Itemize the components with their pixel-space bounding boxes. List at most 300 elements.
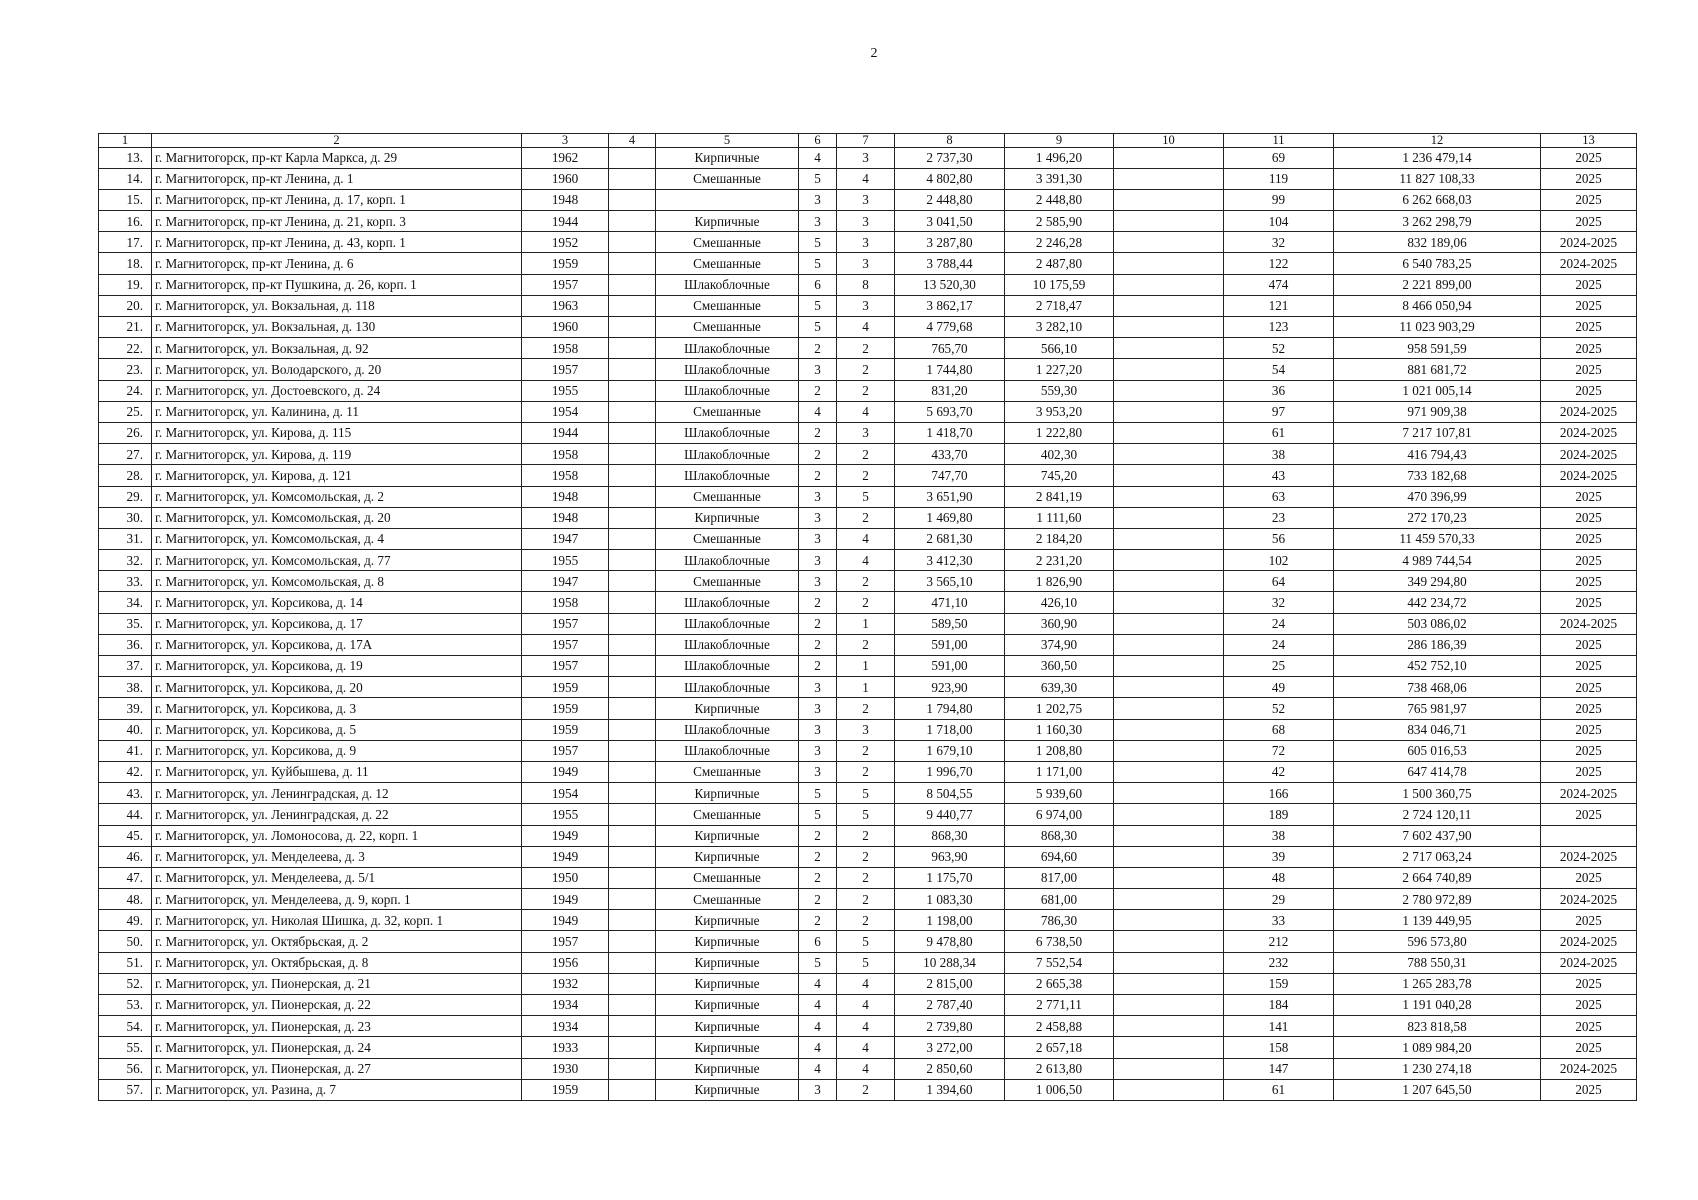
table-cell	[1114, 761, 1224, 782]
table-cell: 43	[1224, 465, 1334, 486]
table-cell: г. Магнитогорск, ул. Вокзальная, д. 130	[152, 317, 522, 338]
table-cell: Кирпичные	[656, 507, 799, 528]
table-cell: 4	[799, 995, 837, 1016]
table-cell: г. Магнитогорск, ул. Комсомольская, д. 2	[152, 486, 522, 507]
table-cell: 1960	[522, 168, 609, 189]
table-cell: 1 160,30	[1005, 719, 1114, 740]
table-cell: г. Магнитогорск, ул. Корсикова, д. 5	[152, 719, 522, 740]
table-cell: 4	[837, 1016, 895, 1037]
table-cell: Кирпичные	[656, 1079, 799, 1100]
table-row	[99, 507, 1637, 528]
table-cell: 2025	[1541, 910, 1637, 931]
table-cell: 4	[837, 401, 895, 422]
table-cell: 360,50	[1005, 656, 1114, 677]
table-cell: 1 111,60	[1005, 507, 1114, 528]
table-row	[99, 783, 1637, 804]
table-cell: 832 189,06	[1334, 232, 1541, 253]
table-cell: 2025	[1541, 761, 1637, 782]
table-cell: г. Магнитогорск, ул. Ленинградская, д. 12	[152, 783, 522, 804]
table-cell: 2024-2025	[1541, 401, 1637, 422]
table-cell: 1 207 645,50	[1334, 1079, 1541, 1100]
table-cell: Шлакоблочные	[656, 613, 799, 634]
table-row	[99, 1079, 1637, 1100]
table-cell: 46.	[99, 846, 152, 867]
table-cell	[609, 1058, 656, 1079]
table-cell	[1114, 465, 1224, 486]
table-cell: 18.	[99, 253, 152, 274]
table-cell: 3	[799, 1079, 837, 1100]
table-cell: 22.	[99, 338, 152, 359]
table-cell: Кирпичные	[656, 973, 799, 994]
table-cell: 56.	[99, 1058, 152, 1079]
table-cell: 442 234,72	[1334, 592, 1541, 613]
table-cell: 6 540 783,25	[1334, 253, 1541, 274]
table-cell: 1 496,20	[1005, 147, 1114, 168]
table-cell: 5	[799, 317, 837, 338]
table-cell: 733 182,68	[1334, 465, 1541, 486]
table-cell: 1949	[522, 889, 609, 910]
table-cell: 2	[837, 740, 895, 761]
table-cell: 1933	[522, 1037, 609, 1058]
table-cell: 1947	[522, 528, 609, 549]
table-cell: 24	[1224, 613, 1334, 634]
table-cell	[609, 465, 656, 486]
table-cell: 44.	[99, 804, 152, 825]
table-cell: 963,90	[895, 846, 1005, 867]
table-cell: 31.	[99, 528, 152, 549]
column-number: 5	[656, 134, 799, 148]
table-cell: 474	[1224, 274, 1334, 295]
table-row	[99, 931, 1637, 952]
table-cell: 37.	[99, 656, 152, 677]
table-cell: 1963	[522, 295, 609, 316]
table-cell: 68	[1224, 719, 1334, 740]
table-cell: 23.	[99, 359, 152, 380]
table-cell	[1114, 952, 1224, 973]
table-cell: 2024-2025	[1541, 422, 1637, 443]
table-cell: 1947	[522, 571, 609, 592]
table-cell: 3	[799, 359, 837, 380]
table-cell: 817,00	[1005, 867, 1114, 888]
table-cell	[1114, 995, 1224, 1016]
table-cell: Смешанные	[656, 571, 799, 592]
table-cell	[609, 783, 656, 804]
table-cell: Кирпичные	[656, 995, 799, 1016]
table-cell: 6	[799, 931, 837, 952]
table-cell: 5	[837, 931, 895, 952]
table-cell: г. Магнитогорск, ул. Комсомольская, д. 4	[152, 528, 522, 549]
table-cell: 2 841,19	[1005, 486, 1114, 507]
table-cell	[609, 889, 656, 910]
table-cell	[609, 698, 656, 719]
table-cell: 1 236 479,14	[1334, 147, 1541, 168]
table-cell	[1114, 931, 1224, 952]
table-cell: 11 459 570,33	[1334, 528, 1541, 549]
table-cell: 97	[1224, 401, 1334, 422]
table-cell: 32.	[99, 550, 152, 571]
table-cell: 2	[837, 338, 895, 359]
table-cell: 4	[837, 550, 895, 571]
table-cell: 32	[1224, 592, 1334, 613]
table-cell: 33.	[99, 571, 152, 592]
table-cell: г. Магнитогорск, ул. Корсикова, д. 19	[152, 656, 522, 677]
table-cell: Кирпичные	[656, 1058, 799, 1079]
table-cell: 8	[837, 274, 895, 295]
table-cell: г. Магнитогорск, ул. Корсикова, д. 14	[152, 592, 522, 613]
table-cell: 2	[837, 698, 895, 719]
table-row	[99, 253, 1637, 274]
table-cell: 738 468,06	[1334, 677, 1541, 698]
table-cell: 1 469,80	[895, 507, 1005, 528]
table-cell: 1959	[522, 677, 609, 698]
table-cell: 2	[799, 634, 837, 655]
table-cell: 1949	[522, 825, 609, 846]
table-cell: 3	[837, 232, 895, 253]
table-cell	[1541, 825, 1637, 846]
table-cell: 2	[837, 761, 895, 782]
table-cell: 1 202,75	[1005, 698, 1114, 719]
table-cell: 2	[799, 422, 837, 443]
table-cell: 3 565,10	[895, 571, 1005, 592]
table-cell: 2 184,20	[1005, 528, 1114, 549]
table-cell: 6	[799, 274, 837, 295]
table-cell: 2	[837, 444, 895, 465]
column-number: 8	[895, 134, 1005, 148]
table-cell	[609, 846, 656, 867]
table-cell	[609, 867, 656, 888]
table-cell: 765,70	[895, 338, 1005, 359]
table-cell: 2024-2025	[1541, 253, 1637, 274]
table-cell	[1114, 295, 1224, 316]
table-cell	[1114, 677, 1224, 698]
table-cell: 3 412,30	[895, 550, 1005, 571]
table-cell: 159	[1224, 973, 1334, 994]
table-cell: 38.	[99, 677, 152, 698]
table-cell: 4 802,80	[895, 168, 1005, 189]
table-cell: 2 739,80	[895, 1016, 1005, 1037]
table-cell: 2 657,18	[1005, 1037, 1114, 1058]
table-cell: 6 974,00	[1005, 804, 1114, 825]
table-cell: Шлакоблочные	[656, 719, 799, 740]
table-cell: 788 550,31	[1334, 952, 1541, 973]
table-cell	[609, 380, 656, 401]
table-cell	[609, 931, 656, 952]
table-cell: 2 665,38	[1005, 973, 1114, 994]
column-number: 10	[1114, 134, 1224, 148]
table-cell: г. Магнитогорск, ул. Пионерская, д. 22	[152, 995, 522, 1016]
table-cell: Смешанные	[656, 168, 799, 189]
table-cell	[609, 825, 656, 846]
table-cell: 3 262 298,79	[1334, 211, 1541, 232]
table-cell: 1 222,80	[1005, 422, 1114, 443]
table-cell: Смешанные	[656, 401, 799, 422]
table-cell: 3 282,10	[1005, 317, 1114, 338]
table-cell	[1114, 1037, 1224, 1058]
table-cell: 54	[1224, 359, 1334, 380]
table-cell	[1114, 889, 1224, 910]
table-row	[99, 422, 1637, 443]
table-cell	[1114, 253, 1224, 274]
table-cell: 55.	[99, 1037, 152, 1058]
table-cell: 49.	[99, 910, 152, 931]
table-cell: 35.	[99, 613, 152, 634]
table-cell	[1114, 910, 1224, 931]
table-cell: 2025	[1541, 189, 1637, 210]
table-cell: 765 981,97	[1334, 698, 1541, 719]
table-cell: 1955	[522, 804, 609, 825]
table-cell: г. Магнитогорск, ул. Октябрьская, д. 2	[152, 931, 522, 952]
table-cell: 1 265 283,78	[1334, 973, 1541, 994]
table-row	[99, 486, 1637, 507]
table-cell	[1114, 634, 1224, 655]
table-row	[99, 719, 1637, 740]
table-cell: Шлакоблочные	[656, 592, 799, 613]
table-cell: 3 391,30	[1005, 168, 1114, 189]
table-cell: Шлакоблочные	[656, 380, 799, 401]
table-cell	[1114, 189, 1224, 210]
table-cell	[1114, 168, 1224, 189]
table-cell: 2 458,88	[1005, 1016, 1114, 1037]
table-cell	[609, 804, 656, 825]
table-cell: 1959	[522, 253, 609, 274]
table-row	[99, 910, 1637, 931]
table-cell: 39	[1224, 846, 1334, 867]
table-cell: 1 500 360,75	[1334, 783, 1541, 804]
table-cell: 272 170,23	[1334, 507, 1541, 528]
table-cell: Смешанные	[656, 486, 799, 507]
table-cell: 1 139 449,95	[1334, 910, 1541, 931]
table-cell: 5 693,70	[895, 401, 1005, 422]
table-cell: 958 591,59	[1334, 338, 1541, 359]
table-cell	[609, 189, 656, 210]
table-cell	[1114, 444, 1224, 465]
table-row	[99, 613, 1637, 634]
table-cell	[609, 444, 656, 465]
table-cell: 4	[837, 995, 895, 1016]
table-cell	[1114, 359, 1224, 380]
table-cell: 3	[837, 422, 895, 443]
table-cell	[1114, 274, 1224, 295]
buildings-table	[98, 133, 1637, 1101]
table-cell: 2025	[1541, 656, 1637, 677]
table-cell: 1	[837, 677, 895, 698]
table-cell: 48.	[99, 889, 152, 910]
table-cell: 2025	[1541, 571, 1637, 592]
table-cell: 34.	[99, 592, 152, 613]
table-cell	[1114, 232, 1224, 253]
table-cell	[609, 486, 656, 507]
table-cell	[609, 147, 656, 168]
table-cell: Кирпичные	[656, 846, 799, 867]
table-cell: 1957	[522, 634, 609, 655]
table-cell: Кирпичные	[656, 147, 799, 168]
table-cell: Смешанные	[656, 867, 799, 888]
table-cell: 2 771,11	[1005, 995, 1114, 1016]
table-cell: 831,20	[895, 380, 1005, 401]
table-cell: 4	[837, 168, 895, 189]
table-body	[99, 147, 1637, 1100]
table-cell	[609, 571, 656, 592]
table-cell: 3	[837, 189, 895, 210]
table-cell: 2025	[1541, 1037, 1637, 1058]
table-cell: г. Магнитогорск, ул. Пионерская, д. 27	[152, 1058, 522, 1079]
table-cell: 3	[799, 486, 837, 507]
table-row	[99, 740, 1637, 761]
table-cell	[1114, 422, 1224, 443]
table-cell: 2025	[1541, 338, 1637, 359]
table-cell: г. Магнитогорск, ул. Октябрьская, д. 8	[152, 952, 522, 973]
table-cell: 8 504,55	[895, 783, 1005, 804]
table-cell: 2	[799, 465, 837, 486]
table-cell: 1 679,10	[895, 740, 1005, 761]
table-cell: 868,30	[1005, 825, 1114, 846]
table-cell: 147	[1224, 1058, 1334, 1079]
table-cell: г. Магнитогорск, ул. Комсомольская, д. 77	[152, 550, 522, 571]
table-cell: 2 787,40	[895, 995, 1005, 1016]
column-number: 1	[99, 134, 152, 148]
table-cell: 166	[1224, 783, 1334, 804]
table-cell: 2025	[1541, 1079, 1637, 1100]
table-cell: 6 262 668,03	[1334, 189, 1541, 210]
table-cell: г. Магнитогорск, ул. Пионерская, д. 24	[152, 1037, 522, 1058]
table-cell: 1959	[522, 719, 609, 740]
table-cell	[1114, 656, 1224, 677]
table-cell	[609, 677, 656, 698]
table-cell: 426,10	[1005, 592, 1114, 613]
table-cell: 1954	[522, 783, 609, 804]
table-row	[99, 995, 1637, 1016]
table-cell: 1959	[522, 1079, 609, 1100]
table-cell	[1114, 401, 1224, 422]
table-row	[99, 889, 1637, 910]
table-cell: 2025	[1541, 317, 1637, 338]
table-cell: Шлакоблочные	[656, 338, 799, 359]
table-cell: 1934	[522, 995, 609, 1016]
table-cell: 48	[1224, 867, 1334, 888]
table-cell: г. Магнитогорск, ул. Ленинградская, д. 22	[152, 804, 522, 825]
table-cell: 38	[1224, 825, 1334, 846]
table-cell	[609, 1079, 656, 1100]
table-cell: 1957	[522, 740, 609, 761]
table-cell: 3	[837, 719, 895, 740]
table-cell: 605 016,53	[1334, 740, 1541, 761]
table-cell: Шлакоблочные	[656, 444, 799, 465]
table-cell: г. Магнитогорск, ул. Менделеева, д. 9, корп. 1	[152, 889, 522, 910]
table-cell: 24.	[99, 380, 152, 401]
table-cell: Смешанные	[656, 804, 799, 825]
table-cell: 1957	[522, 613, 609, 634]
table-cell: 2	[837, 910, 895, 931]
table-cell: 5	[837, 783, 895, 804]
table-row	[99, 550, 1637, 571]
table-cell: 2025	[1541, 719, 1637, 740]
table-cell: 2 780 972,89	[1334, 889, 1541, 910]
table-cell	[1114, 783, 1224, 804]
table-row	[99, 295, 1637, 316]
table-cell	[1114, 211, 1224, 232]
table-cell: Кирпичные	[656, 698, 799, 719]
table-cell: г. Магнитогорск, ул. Вокзальная, д. 118	[152, 295, 522, 316]
table-cell: 452 752,10	[1334, 656, 1541, 677]
table-cell: 1949	[522, 910, 609, 931]
table-cell	[1114, 528, 1224, 549]
table-cell: 2024-2025	[1541, 931, 1637, 952]
table-cell: Шлакоблочные	[656, 274, 799, 295]
table-cell: г. Магнитогорск, пр-кт Ленина, д. 21, корп. 3	[152, 211, 522, 232]
table-cell: 16.	[99, 211, 152, 232]
table-cell: 1954	[522, 401, 609, 422]
table-cell: 2025	[1541, 804, 1637, 825]
table-cell: г. Магнитогорск, ул. Разина, д. 7	[152, 1079, 522, 1100]
table-cell: 2025	[1541, 867, 1637, 888]
table-cell: 3 651,90	[895, 486, 1005, 507]
table-row	[99, 592, 1637, 613]
table-cell: Кирпичные	[656, 931, 799, 952]
table-cell: 2	[837, 846, 895, 867]
table-cell: 232	[1224, 952, 1334, 973]
table-cell: Смешанные	[656, 232, 799, 253]
table-cell: 694,60	[1005, 846, 1114, 867]
table-cell: 2024-2025	[1541, 465, 1637, 486]
table-cell: 402,30	[1005, 444, 1114, 465]
table-cell: г. Магнитогорск, ул. Калинина, д. 11	[152, 401, 522, 422]
table-cell: 1932	[522, 973, 609, 994]
table-cell: 2025	[1541, 528, 1637, 549]
table-cell: 2	[799, 338, 837, 359]
column-number: 11	[1224, 134, 1334, 148]
table-cell: 49	[1224, 677, 1334, 698]
table-cell: 1 198,00	[895, 910, 1005, 931]
table-row	[99, 973, 1637, 994]
table-cell: 2	[837, 507, 895, 528]
table-cell: 5	[799, 804, 837, 825]
table-cell: 5	[799, 253, 837, 274]
table-row	[99, 952, 1637, 973]
table-cell: 99	[1224, 189, 1334, 210]
table-cell: 3	[799, 189, 837, 210]
table-cell: 591,00	[895, 656, 1005, 677]
table-cell: 1955	[522, 550, 609, 571]
table-cell: 1944	[522, 422, 609, 443]
table-cell: 3	[799, 719, 837, 740]
table-cell: 2	[799, 867, 837, 888]
table-cell: 20.	[99, 295, 152, 316]
table-cell	[1114, 1079, 1224, 1100]
table-cell: 2 718,47	[1005, 295, 1114, 316]
table-cell: 14.	[99, 168, 152, 189]
table-cell	[609, 910, 656, 931]
table-cell: 2 221 899,00	[1334, 274, 1541, 295]
table-cell	[609, 719, 656, 740]
table-cell: 971 909,38	[1334, 401, 1541, 422]
column-number: 9	[1005, 134, 1114, 148]
table-cell	[1114, 1058, 1224, 1079]
table-row	[99, 444, 1637, 465]
table-cell: г. Магнитогорск, ул. Менделеева, д. 3	[152, 846, 522, 867]
table-cell: 5	[799, 295, 837, 316]
table-cell	[609, 761, 656, 782]
table-row	[99, 846, 1637, 867]
table-cell: 2024-2025	[1541, 232, 1637, 253]
table-cell: 5	[799, 168, 837, 189]
table-cell: 747,70	[895, 465, 1005, 486]
table-cell: 15.	[99, 189, 152, 210]
table-cell: г. Магнитогорск, пр-кт Ленина, д. 1	[152, 168, 522, 189]
table-cell: 823 818,58	[1334, 1016, 1541, 1037]
table-cell: 2	[799, 444, 837, 465]
table-cell	[1114, 846, 1224, 867]
table-cell: 2024-2025	[1541, 846, 1637, 867]
